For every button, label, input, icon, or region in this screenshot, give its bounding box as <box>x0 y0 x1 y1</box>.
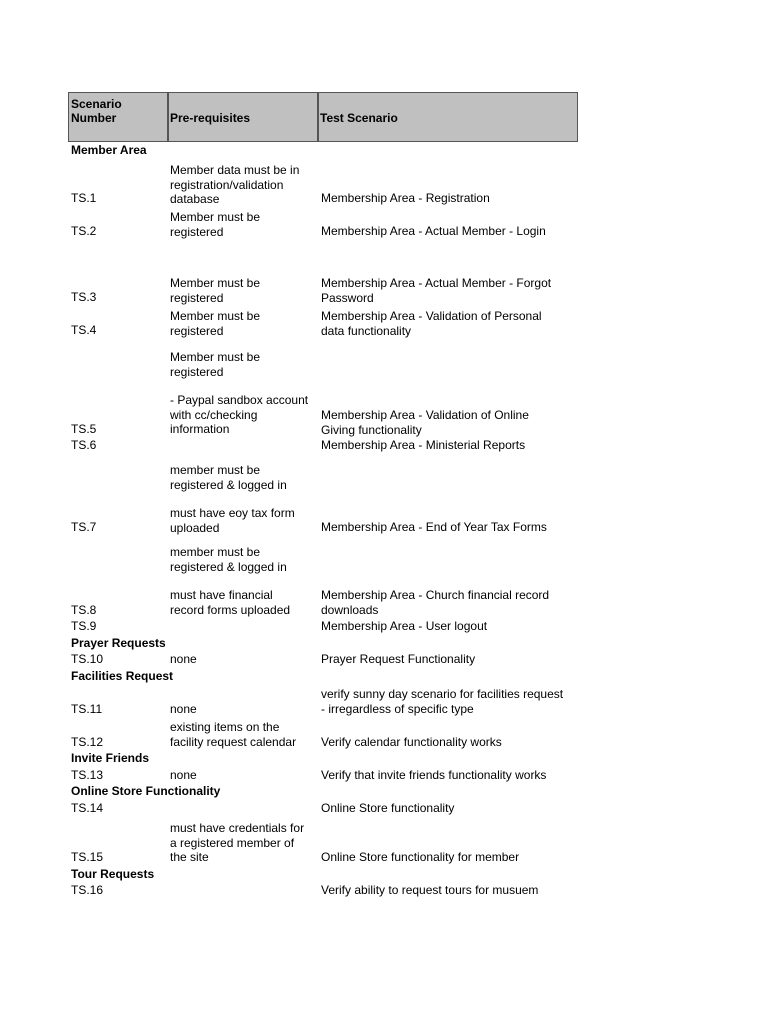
test-scenario-line: Giving functionality <box>321 422 422 437</box>
section-invite-friends: Invite Friends <box>71 751 150 765</box>
test-scenario-line: - irregardless of specific type <box>321 701 474 716</box>
test-scenario: Verify ability to request tours for musuem <box>321 883 539 897</box>
test-scenario-line: Membership Area - Validation of Personal <box>321 309 542 323</box>
prerequisite-line: existing items on the <box>170 720 280 734</box>
section-tour-requests: Tour Requests <box>71 867 155 881</box>
test-scenario: Membership Area - User logout <box>321 619 488 633</box>
prerequisite-line: facility request calendar <box>170 734 297 749</box>
prerequisite-line: Member data must be in <box>170 163 300 177</box>
scenario-id: TS.3 <box>71 290 97 304</box>
scenario-id: TS.2 <box>71 224 97 238</box>
prerequisite-line: database <box>170 192 220 206</box>
prerequisite <box>170 545 287 574</box>
test-scenario <box>321 687 563 716</box>
prerequisite-line: the site <box>170 850 209 864</box>
prerequisite-line: registered <box>170 364 224 379</box>
scenario-id: TS.9 <box>71 619 97 633</box>
section-prayer-requests: Prayer Requests <box>71 636 166 650</box>
prerequisite-line: must have financial <box>170 588 273 602</box>
section-member-area: Member Area <box>71 143 147 157</box>
scenario-id: TS.4 <box>71 323 97 337</box>
scenario-id: TS.5 <box>71 422 97 436</box>
test-scenario-line: Membership Area - Actual Member - Forgot <box>321 276 552 290</box>
scenario-id: TS.12 <box>71 735 104 749</box>
prerequisite-line: registered & logged in <box>170 477 287 492</box>
test-scenario: Verify that invite friends functionality works <box>321 768 547 782</box>
prerequisite: none <box>170 652 197 666</box>
test-scenario: Membership Area - Ministerial Reports <box>321 438 526 452</box>
header-prerequisites: Pre-requisites <box>170 111 251 125</box>
prerequisite-line: information <box>170 422 230 436</box>
prerequisite <box>170 350 260 379</box>
test-scenario-line: Membership Area - Church financial record <box>321 588 550 602</box>
prerequisite-line: a registered member of <box>170 835 295 850</box>
section-facilities-request: Facilities Request <box>71 669 174 683</box>
scenario-id: TS.8 <box>71 603 97 617</box>
header-scenario-number-line1: Scenario <box>71 97 122 111</box>
test-scenario: Membership Area - Registration <box>321 191 490 205</box>
prerequisite <box>170 821 304 865</box>
prerequisite-line: uploaded <box>170 520 220 535</box>
test-scenario <box>321 276 551 305</box>
test-scenario: Online Store functionality <box>321 801 455 815</box>
prerequisite: none <box>170 702 197 716</box>
test-scenario <box>321 588 549 617</box>
test-scenario: Verify calendar functionality works <box>321 735 502 749</box>
scenario-id: TS.15 <box>71 850 104 864</box>
prerequisite-line: registered & logged in <box>170 559 287 574</box>
scenario-id: TS.1 <box>71 191 97 205</box>
prerequisite-line: with cc/checking <box>170 407 258 422</box>
test-scenario <box>321 408 529 437</box>
test-scenario: Online Store functionality for member <box>321 850 520 864</box>
test-scenario <box>321 309 542 338</box>
prerequisite-line: must have eoy tax form <box>170 506 295 520</box>
header-scenario-number <box>71 97 122 125</box>
prerequisite-line: must have credentials for <box>170 821 305 835</box>
prerequisite-line: - Paypal sandbox account <box>170 393 309 407</box>
prerequisite-line: registered <box>170 224 224 239</box>
prerequisite: none <box>170 768 197 782</box>
test-scenario-line: verify sunny day scenario for facilities request <box>321 687 564 701</box>
scenario-id: TS.11 <box>71 702 103 716</box>
test-scenario-line: Membership Area - Validation of Online <box>321 408 529 422</box>
prerequisite-line: registered <box>170 290 224 305</box>
prerequisite-line: registration/validation <box>170 177 284 192</box>
scenario-id: TS.10 <box>71 652 104 666</box>
prerequisite <box>170 276 260 305</box>
test-scenario: Prayer Request Functionality <box>321 652 476 666</box>
prerequisite-line: member must be <box>170 545 261 559</box>
prerequisite <box>170 309 260 338</box>
prerequisite <box>170 588 290 617</box>
prerequisite <box>170 163 299 207</box>
scenario-id: TS.7 <box>71 520 97 534</box>
scenario-id: TS.16 <box>71 883 104 897</box>
header-divider <box>167 93 169 141</box>
prerequisite-line: member must be <box>170 463 261 477</box>
prerequisite <box>170 463 287 492</box>
prerequisite-line: Member must be <box>170 210 261 224</box>
test-scenario-line: Password <box>321 290 374 305</box>
test-scenario: Membership Area - End of Year Tax Forms <box>321 520 547 534</box>
prerequisite-line: record forms uploaded <box>170 602 291 617</box>
scenario-id: TS.14 <box>71 801 104 815</box>
prerequisite-line: Member must be <box>170 350 261 364</box>
prerequisite <box>170 393 308 437</box>
prerequisite-line: Member must be <box>170 309 261 323</box>
prerequisite-line: registered <box>170 323 224 338</box>
scenario-id: TS.13 <box>71 768 104 782</box>
header-test-scenario: Test Scenario <box>320 111 398 125</box>
header-scenario-number-line2: Number <box>71 111 117 125</box>
test-scenario-line: downloads <box>321 602 379 617</box>
header-divider <box>317 93 319 141</box>
prerequisite <box>170 720 296 749</box>
test-scenario: Membership Area - Actual Member - Login <box>321 224 546 238</box>
section-online-store: Online Store Functionality <box>71 784 221 798</box>
table-header <box>68 92 578 142</box>
prerequisite <box>170 506 295 535</box>
prerequisite <box>170 210 260 239</box>
test-scenario-line: data functionality <box>321 323 412 338</box>
scenario-id: TS.6 <box>71 438 97 452</box>
prerequisite-line: Member must be <box>170 276 261 290</box>
